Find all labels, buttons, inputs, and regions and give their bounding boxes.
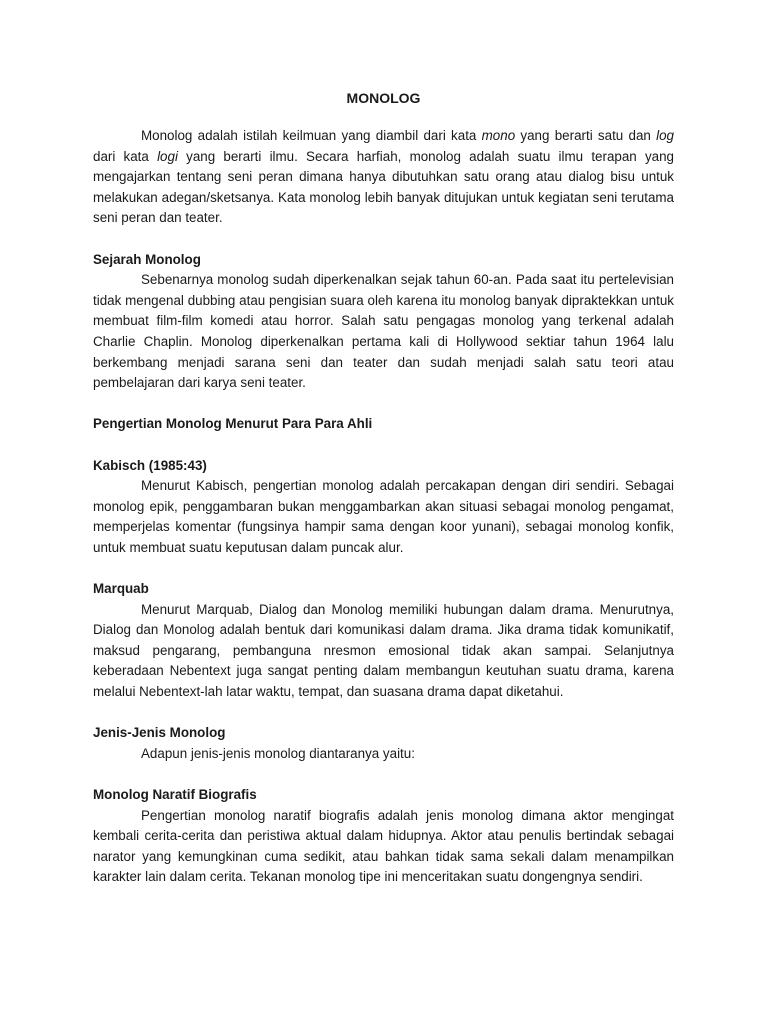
spacer <box>93 703 674 724</box>
intro-text-2: yang berarti satu dan <box>515 128 657 143</box>
spacer <box>93 764 674 785</box>
document-title: MONOLOG <box>346 90 421 106</box>
section-heading-marquab: Marquab <box>93 581 149 597</box>
section-heading-pengertian: Pengertian Monolog Menurut Para Para Ahli <box>93 416 373 432</box>
section-body-jenis: Adapun jenis-jenis monolog diantaranya yaitu: <box>141 745 415 761</box>
spacer <box>93 229 674 250</box>
section-body-naratif: Pengertian monolog naratif biografis adalah jenis monolog dimana aktor mengingat kembali cerita-cerita dan peristiwa aktual dalam hidupnya. Aktor atau penulis bertindak sebagai narator yang kemungkinan cuma sedikit, atau bahkan tidak sama sekali dalam menampilkan karakter lain dalam cerita. Tekanan monolog tipe ini menceritakan suatu dongengnya sendiri. <box>93 807 674 885</box>
spacer <box>93 558 674 579</box>
intro-italic-mono: mono <box>481 128 516 143</box>
intro-text-3: dari kata <box>93 148 158 164</box>
intro-italic-log: log <box>656 128 674 143</box>
section-body-kabisch: Menurut Kabisch, pengertian monolog adalah percakapan dengan diri sendiri. Sebagai monolog epik, penggambaran bukan menggambarkan akan situasi sebagai monolog pengamat, memperjelas komentar (fungsinya hampir sama dengan koor yunani), sebagai monolog konfik, untuk membuat suatu keputusan dalam puncak alur. <box>93 478 674 555</box>
intro-text-4: yang berarti ilmu. Secara harfiah, monolog adalah suatu ilmu terapan yang mengajarkan tentang seni peran dimana hanya dibutuhkan satu orang atau dialog bisu untuk melakukan adegan/sketsanya. Kata monolog lebih banyak ditujukan untuk kegiatan seni terutama seni peran dan teater. <box>93 148 674 226</box>
document-page <box>93 86 674 888</box>
intro-italic-logi: logi <box>157 148 178 164</box>
intro-text-1: Monolog adalah istilah keilmuan yang diambil dari kata <box>141 128 482 143</box>
spacer <box>93 435 674 456</box>
spacer <box>93 394 674 415</box>
section-heading-kabisch: Kabisch (1985:43) <box>93 457 207 473</box>
section-body-marquab: Menurut Marquab, Dialog dan Monolog memiliki hubungan dalam drama. Menurutnya, Dialog dan Monolog adalah bentuk dari komunikasi dalam drama. Jika drama tidak komunikatif, maksud pengarang, pembanguna nresmon emosional tidak akan sampai. Selanjutnya keberadaan Nebentext juga sangat penting dalam membangun keutuhan suatu drama, karena melalui Nebentext-lah latar waktu, tempat, dan suasana drama dapat diketahui. <box>93 601 674 700</box>
section-body-sejarah: Sebenarnya monolog sudah diperkenalkan sejak tahun 60-an. Pada saat itu pertelevisian tidak mengenal dubbing atau pengisian suara oleh karena itu monolog banyak dipraktekkan untuk membuat film-film komedi atau horror. Salah satu pengagas monolog yang terkenal adalah Charlie Chaplin. Monolog diperkenalkan pertama kali di Hollywood sektiar tahun 1964 lalu berkembang menjadi sarana seni dan teater dan sudah menjadi salah satu teori atau pembelajaran dari karya seni teater. <box>93 272 674 391</box>
intro-paragraph <box>93 126 674 229</box>
section-heading-jenis: Jenis-Jenis Monolog <box>93 725 226 741</box>
section-heading-sejarah: Sejarah Monolog <box>93 251 201 267</box>
section-heading-naratif: Monolog Naratif Biografis <box>93 787 257 802</box>
